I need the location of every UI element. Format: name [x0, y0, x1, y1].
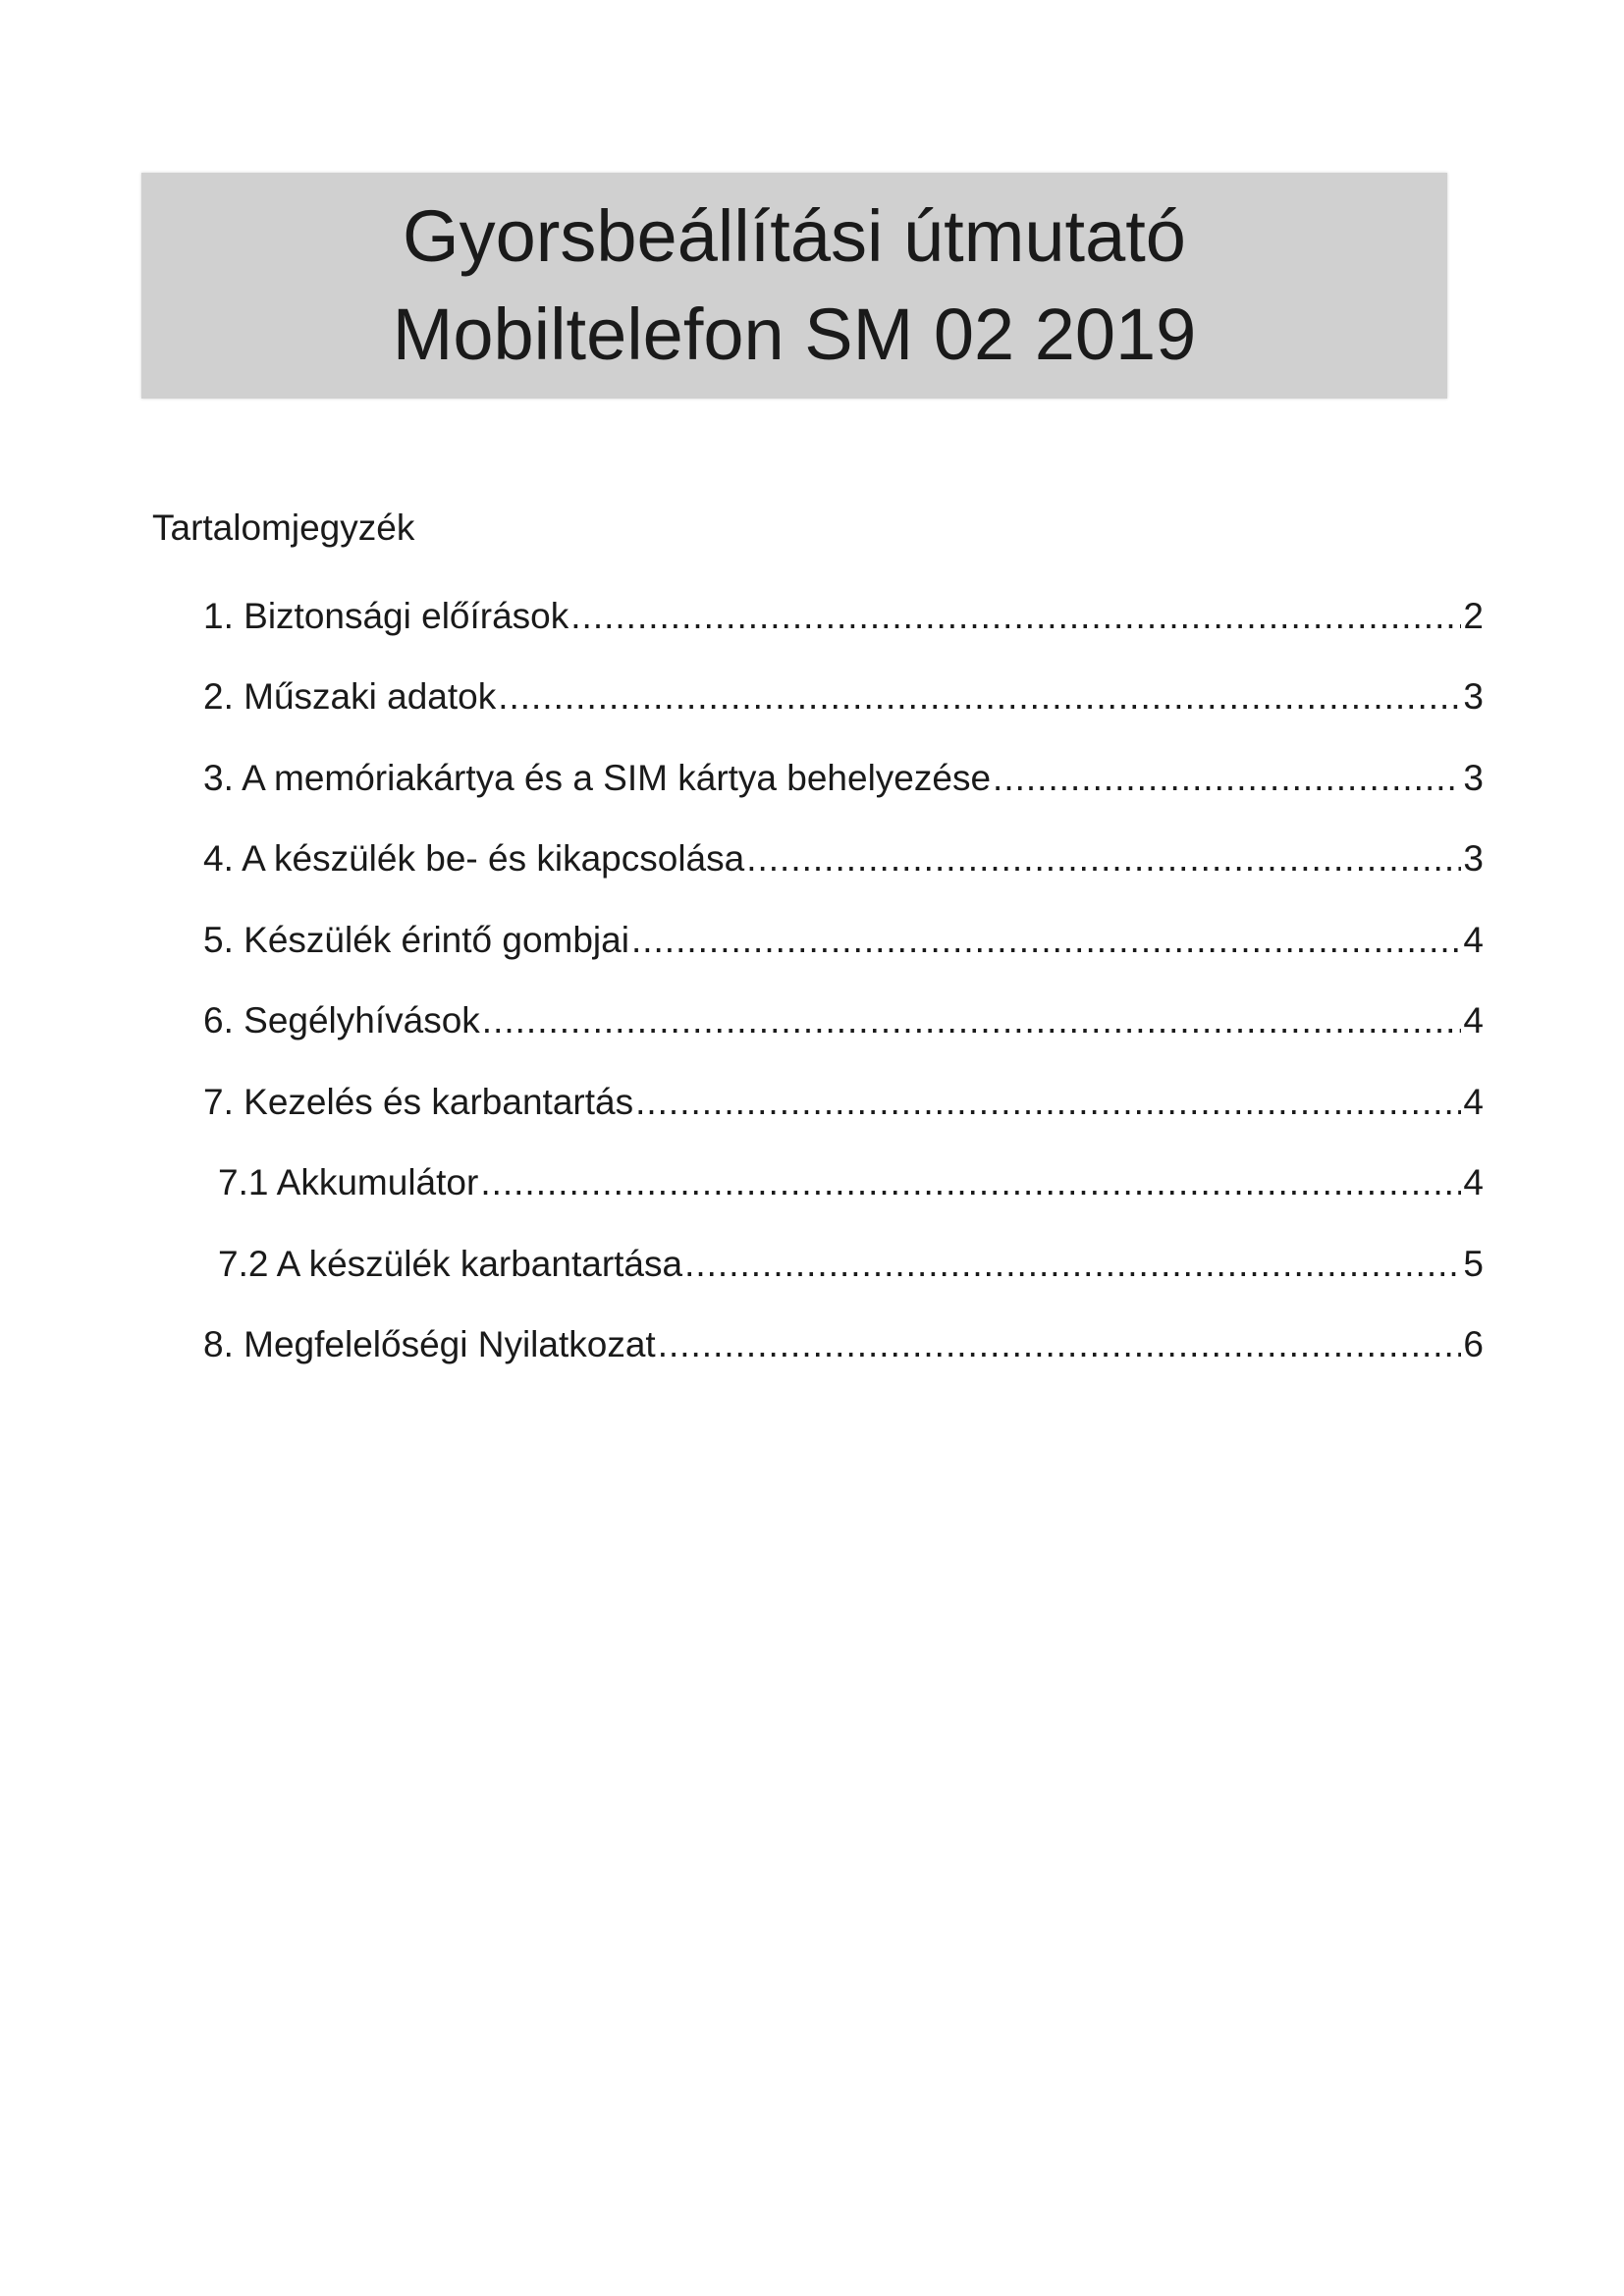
toc-entry-page: 2 [1463, 596, 1484, 636]
toc-leader-dots [746, 829, 1461, 888]
toc-leader-dots [498, 667, 1461, 726]
toc-entry[interactable] [203, 991, 1484, 1050]
toc-leader-dots [631, 911, 1461, 970]
toc-entry-label: 4. A készülék be- és kikapcsolása [203, 838, 745, 879]
toc-entry-label: 3. A memóriakártya és a SIM kártya behelyezése [203, 758, 992, 798]
toc-entry-page: 3 [1463, 838, 1484, 879]
toc-entry[interactable] [203, 911, 1484, 970]
toc-leader-dots [480, 1153, 1461, 1212]
toc-entry-page: 3 [1463, 676, 1484, 717]
toc-entry-label: 2. Műszaki adatok [203, 676, 497, 717]
toc-subentry[interactable] [218, 1153, 1484, 1212]
toc-leader-dots [635, 1073, 1461, 1132]
toc-entry-label: 6. Segélyhívások [203, 1000, 480, 1041]
toc-entry-label: 5. Készülék érintő gombjai [203, 920, 629, 960]
toc-entry[interactable] [203, 1073, 1484, 1132]
toc-entry-page: 5 [1463, 1244, 1484, 1284]
toc-leader-dots [993, 749, 1461, 808]
toc-entry[interactable] [203, 1315, 1484, 1374]
toc-subentry[interactable] [218, 1235, 1484, 1294]
toc-entry[interactable] [203, 749, 1484, 808]
toc-entry-label: 7.1 Akkumulátor [218, 1162, 479, 1202]
document-title-line-1: Gyorsbeállítási útmutató [403, 195, 1186, 277]
toc-entry[interactable] [203, 587, 1484, 646]
toc-leader-dots [684, 1235, 1461, 1294]
toc-leader-dots [658, 1315, 1462, 1374]
document-title-line-2: Mobiltelefon SM 02 2019 [392, 294, 1197, 375]
toc-entry-label: 8. Megfelelőségi Nyilatkozat [203, 1324, 656, 1364]
toc-entry[interactable] [203, 667, 1484, 726]
toc-entry-page: 4 [1463, 1082, 1484, 1122]
toc-entry[interactable] [203, 829, 1484, 888]
toc-entry-page: 4 [1463, 920, 1484, 960]
toc-entry-label: 7.2 A készülék karbantartása [218, 1244, 683, 1284]
toc-entry-page: 3 [1463, 758, 1484, 798]
toc-leader-dots [570, 587, 1461, 646]
toc-entry-label: 1. Biztonsági előírások [203, 596, 569, 636]
toc-heading: Tartalomjegyzék [152, 507, 415, 548]
toc-entry-page: 6 [1463, 1324, 1484, 1364]
toc-entry-label: 7. Kezelés és karbantartás [203, 1082, 634, 1122]
toc-leader-dots [482, 991, 1462, 1050]
toc-entry-page: 4 [1463, 1000, 1484, 1041]
toc-entry-page: 4 [1463, 1162, 1484, 1202]
